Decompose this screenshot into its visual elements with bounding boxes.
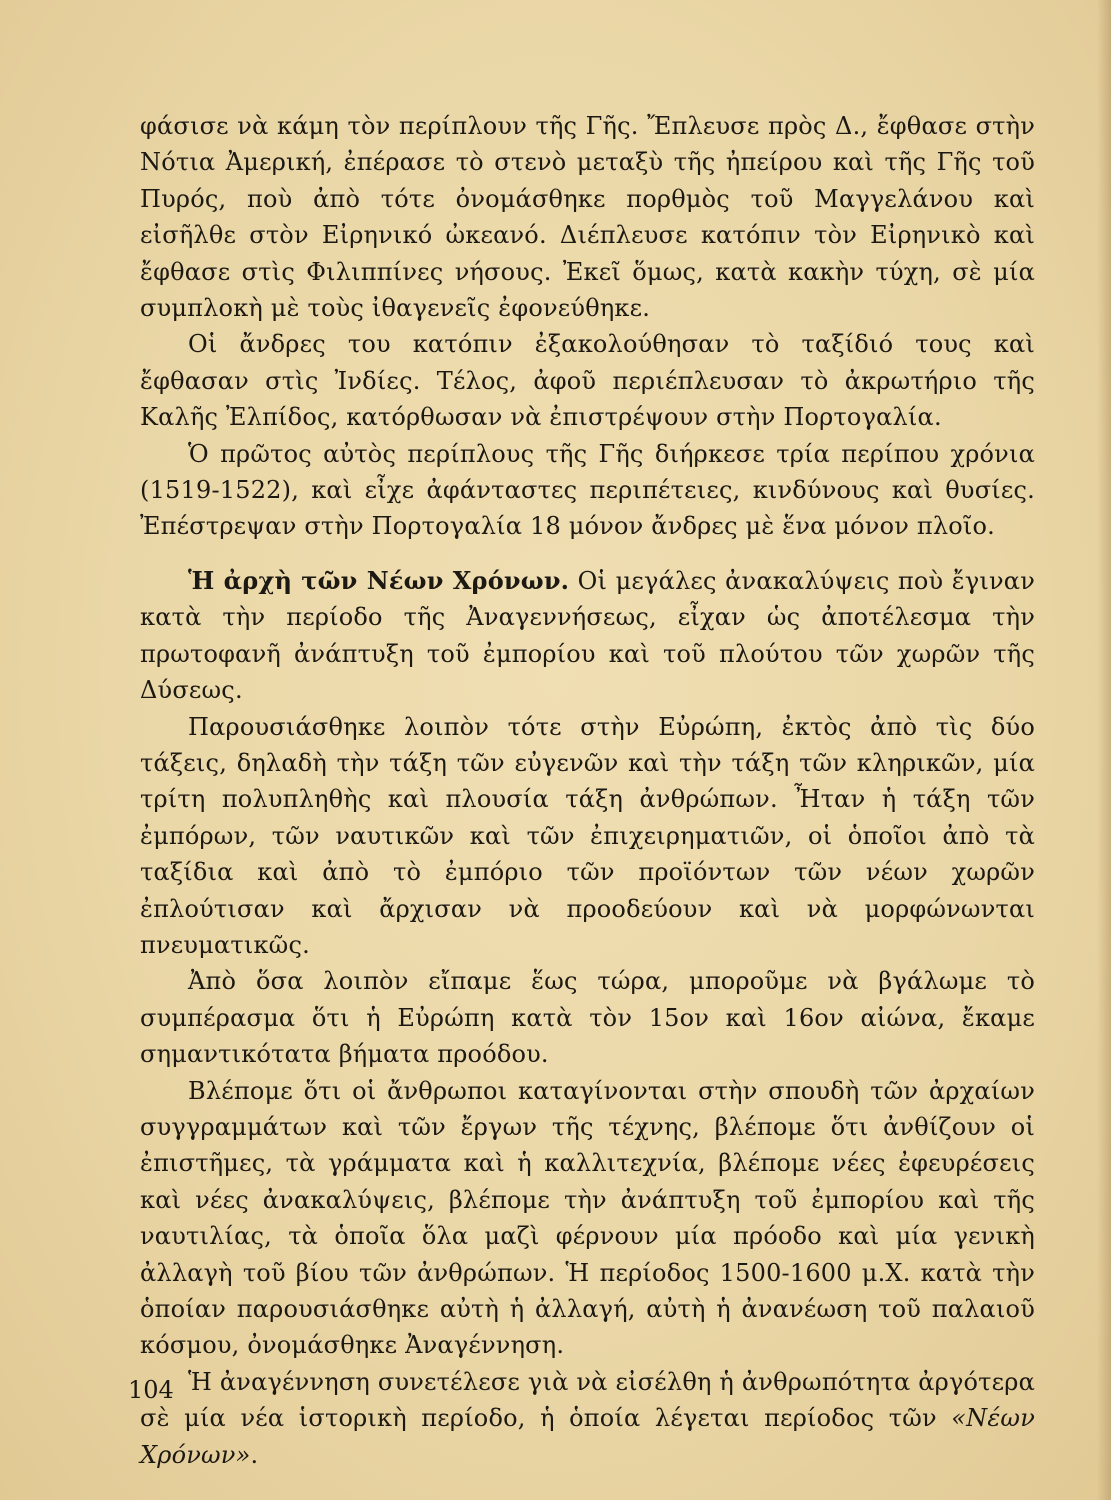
- paragraph-7: Βλέπομε ὅτι οἱ ἄνθρωποι καταγίνονται στὴν σπουδὴ τῶν ἀρχαίων συγγραμμάτων καὶ τῶν ἔργων τῆς τέχνης, βλέπομε ὅτι ἀνθίζουν οἱ ἐπιστῆμες, τὰ γράμματα καὶ ἡ καλλιτεχνία, βλέπομε νέες ἐφευρέσεις καὶ νέες ἀνακαλύψεις, βλέπομε τὴν ἀνάπτυξη τοῦ ἐμπορίου καὶ τῆς ναυτιλίας, τὰ ὁποῖα ὅλα μαζὶ φέρνουν μία πρόοδο καὶ μία γενικὴ ἀλλαγὴ τοῦ βίου τῶν ἀνθρώπων. Ἡ περίοδος 1500-1600 μ.Χ. κατὰ τὴν ὁποίαν παρουσιάσθηκε αὐτὴ ἡ ἀλλαγή, αὐτὴ ἡ ἀνανέωση τοῦ παλαιοῦ κόσμου, ὀνομάσθηκε Ἀναγέννηση.: [140, 1076, 1035, 1360]
- page-number: 104: [128, 1376, 174, 1404]
- body-text: [140, 108, 1035, 1473]
- paragraph-4: [140, 563, 1035, 709]
- paragraph-8: [140, 1364, 1035, 1473]
- paragraph-8-end: .: [250, 1440, 259, 1469]
- paragraph-4-text: Οἱ μεγάλες ἀνακαλύψεις ποὺ ἔγιναν κατὰ τὴν περίοδο τῆς Ἀναγεννήσεως, εἶχαν ὡς ἀποτέλεσμα τὴν πρωτοφανῆ ἀνάπτυξη τοῦ ἐμπορίου καὶ τοῦ πλούτου τῶν χωρῶν τῆς Δύσεως.: [140, 566, 1035, 705]
- paragraph-3: Ὁ πρῶτος αὐτὸς περίπλους τῆς Γῆς διήρκεσε τρία περίπου χρόνια (1519-1522), καὶ εἶχε ἀφάνταστες περιπέτειες, κινδύνους καὶ θυσίες. Ἐπέστρεψαν στὴν Πορτογαλία 18 μόνον ἄνδρες μὲ ἕνα μόνον πλοῖο.: [140, 439, 1035, 541]
- paragraph-8-text: Ἡ ἀναγέννηση συνετέλεσε γιὰ νὰ εἰσέλθη ἡ ἀνθρωπότητα ἀργότερα σὲ μία νέα ἱστορικὴ περίοδο, ἡ ὁποία λέγεται περίοδος τῶν: [140, 1367, 1035, 1433]
- section-heading: Ἡ ἀρχὴ τῶν Νέων Χρόνων.: [188, 565, 570, 595]
- paragraph-1: φάσισε νὰ κάμη τὸν περίπλουν τῆς Γῆς. Ἔπλευσε πρὸς Δ., ἔφθασε στὴν Νότια Ἀμερική, ἐπέρασε τὸ στενὸ μεταξὺ τῆς ἠπείρου καὶ τῆς Γῆς τοῦ Πυρός, ποὺ ἀπὸ τότε ὀνομάσθηκε πορθμὸς τοῦ Μαγγελάνου καὶ εἰσῆλθε στὸν Εἰρηνικό ὠκεανό. Διέπλευσε κατόπιν τὸν Εἰρηνικὸ καὶ ἔφθασε στὶς Φιλιππίνες νήσους. Ἐκεῖ ὅμως, κατὰ κακὴν τύχη, σὲ μία συμπλοκὴ μὲ τοὺς ἰθαγενεῖς ἐφονεύθηκε.: [140, 112, 1035, 323]
- paragraph-2: Οἱ ἄνδρες του κατόπιν ἐξακολούθησαν τὸ ταξίδιό τους καὶ ἔφθασαν στὶς Ἰνδίες. Τέλος, ἀφοῦ περιέπλευσαν τὸ ἀκρωτήριο τῆς Καλῆς Ἐλπίδος, κατόρθωσαν νὰ ἐπιστρέψουν στὴν Πορτογαλία.: [140, 330, 1035, 432]
- paragraph-5: Παρουσιάσθηκε λοιπὸν τότε στὴν Εὐρώπη, ἐκτὸς ἀπὸ τὶς δύο τάξεις, δηλαδὴ τὴν τάξη τῶν εὐγενῶν καὶ τὴν τάξη τῶν κληρικῶν, μία τρίτη πολυπληθὴς καὶ πλουσία τάξη ἀνθρώπων. Ἦταν ἡ τάξη τῶν ἐμπόρων, τῶν ναυτικῶν καὶ τῶν ἐπιχειρηματιῶν, οἱ ὁποῖοι ἀπὸ τὰ ταξίδια καὶ ἀπὸ τὸ ἐμπόριο τῶν προϊόντων τῶν νέων χωρῶν ἐπλούτισαν καὶ ἄρχισαν νὰ προοδεύουν καὶ νὰ μορφώνωνται πνευματικῶς.: [140, 712, 1035, 959]
- italic-term: «Νέων Χρόνων»: [140, 1404, 1035, 1469]
- paragraph-6: Ἀπὸ ὅσα λοιπὸν εἴπαμε ἕως τώρα, μποροῦμε νὰ βγάλωμε τὸ συμπέρασμα ὅτι ἡ Εὐρώπη κατὰ τὸν 15ον καὶ 16ον αἰώνα, ἔκαμε σημαντικότατα βήματα προόδου.: [140, 967, 1035, 1069]
- page-edge-shadow: [1097, 0, 1111, 1500]
